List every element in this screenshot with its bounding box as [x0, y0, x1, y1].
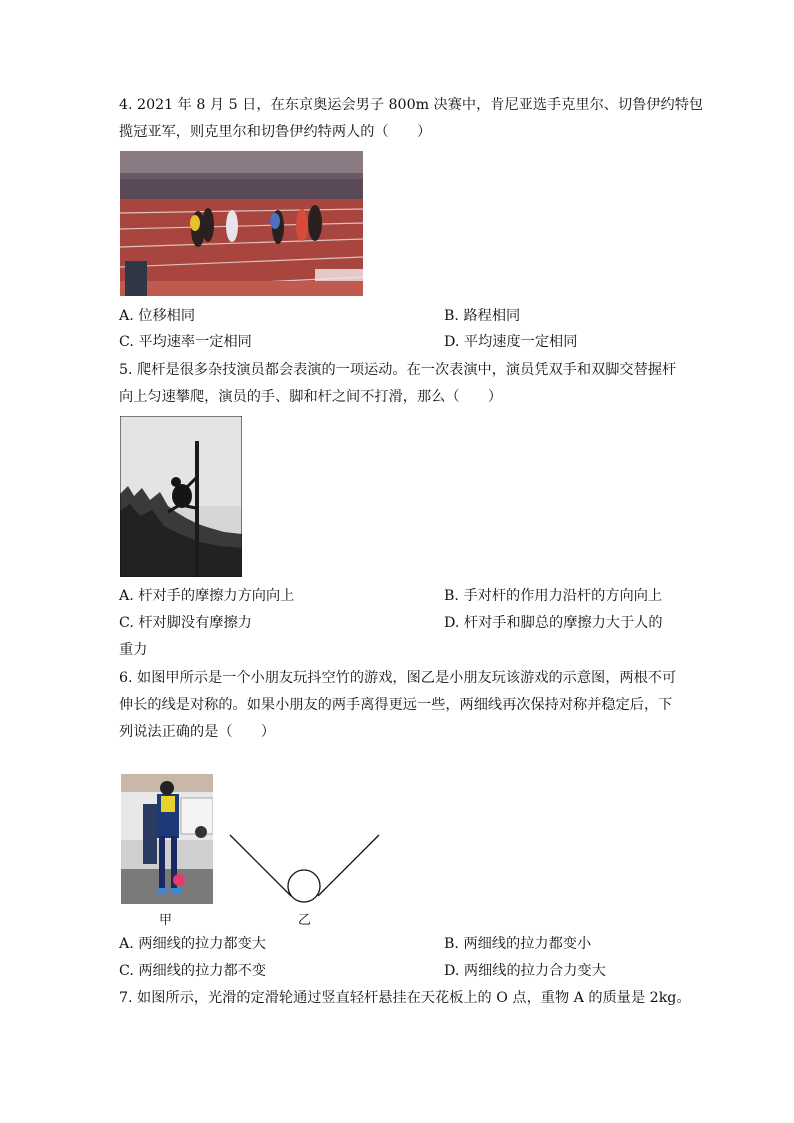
q4-text-line2: 揽冠亚军，则克里尔和切鲁伊约特两人的（ ）: [119, 124, 432, 140]
q6-figure-b-caption: 乙: [298, 913, 312, 928]
q5-option-b: B. 手对杆的作用力沿杆的方向向上: [444, 588, 663, 604]
q6-text-line3: 列说法正确的是（ ）: [119, 724, 276, 740]
q5-option-d-continued: 重力: [119, 642, 148, 658]
q6-option-b: B. 两细线的拉力都变小: [444, 936, 592, 952]
q6-diabolo-photo: [121, 774, 213, 904]
q7-text-line1: 7. 如图所示，光滑的定滑轮通过竖直轻杆悬挂在天花板上的 O 点，重物 A 的质量是 2kg。: [119, 990, 691, 1006]
q6-option-c: C. 两细线的拉力都不变: [119, 963, 267, 979]
q4-text-line1: 4. 2021 年 8 月 5 日，在东京奥运会男子 800m 决赛中，肯尼亚选手克里尔、切鲁伊约特包: [119, 97, 704, 113]
q6-text-line2: 伸长的线是对称的。如果小朋友的两手离得更远一些，两细线再次保持对称并稳定后，下: [119, 697, 673, 713]
q6-diabolo-diagram: [225, 830, 385, 910]
q5-option-a: A. 杆对手的摩擦力方向向上: [119, 588, 295, 604]
q6-option-d: D. 两细线的拉力合力变大: [444, 963, 606, 979]
q4-race-photo: [120, 151, 363, 296]
q6-text-line1: 6. 如图甲所示是一个小朋友玩抖空竹的游戏，图乙是小朋友玩该游戏的示意图，两根不可: [119, 670, 677, 686]
q5-text-line1: 5. 爬杆是很多杂技演员都会表演的一项运动。在一次表演中，演员凭双手和双脚交替握杆: [119, 362, 677, 378]
q4-option-b: B. 路程相同: [444, 308, 521, 324]
q5-option-d: D. 杆对手和脚总的摩擦力大于人的: [444, 615, 663, 631]
q5-text-line2: 向上匀速攀爬，演员的手、脚和杆之间不打滑，那么（ ）: [119, 389, 503, 405]
q6-figure-a-caption: 甲: [159, 913, 173, 928]
q5-option-c: C. 杆对脚没有摩擦力: [119, 615, 252, 631]
q4-option-a: A. 位移相同: [119, 308, 196, 324]
q5-pole-climb-photo: [120, 416, 242, 577]
q6-option-a: A. 两细线的拉力都变大: [119, 936, 266, 952]
q4-option-d: D. 平均速度一定相同: [444, 334, 578, 350]
q4-option-c: C. 平均速率一定相同: [119, 334, 252, 350]
